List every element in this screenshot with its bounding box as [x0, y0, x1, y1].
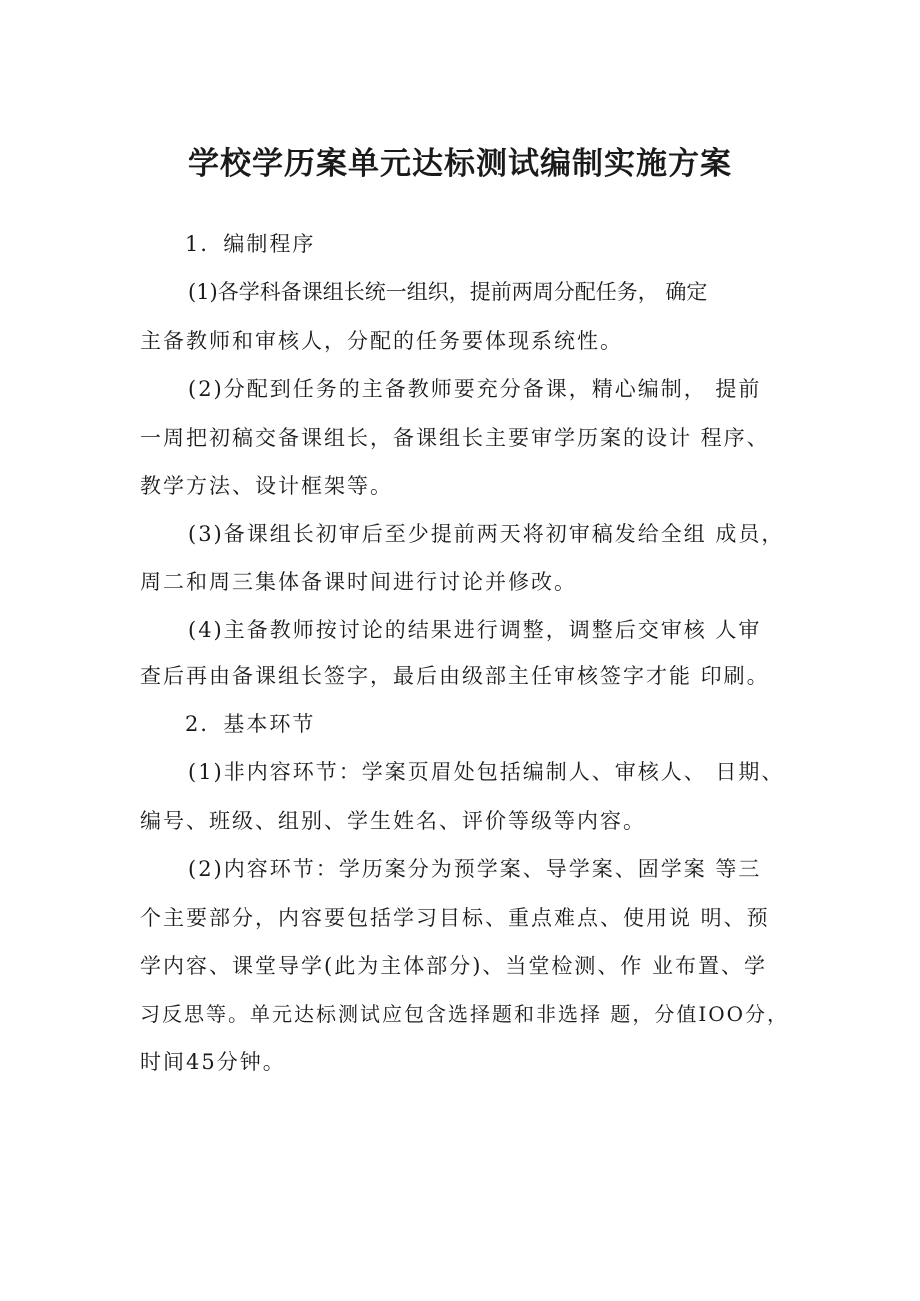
paragraph-line: 习反思等。单元达标测试应包含选择题和非选择 题，分值IOO分，	[140, 1002, 790, 1026]
document-title: 学校学历案单元达标测试编制实施方案	[188, 146, 732, 182]
paragraph-line: 主备教师和审核人，分配的任务要体现系统性。	[140, 329, 623, 353]
paragraph-line: (3)备课组长初审后至少提前两天将初审稿发给全组 成员，	[188, 522, 785, 546]
section-heading-2: 2．基本环节	[185, 712, 316, 736]
paragraph-line: 时间45分钟。	[140, 1050, 286, 1074]
section-heading-1: 1．编制程序	[185, 232, 316, 256]
paragraph-line: 一周把初稿交备课组长，备课组长主要审学历案的设计 程序、	[140, 426, 770, 450]
paragraph-line: (1)非内容环节：学案页眉处包括编制人、审核人、 日期、	[188, 760, 785, 784]
paragraph-line: (4)主备教师按讨论的结果进行调整，调整后交审核 人审	[188, 618, 762, 642]
paragraph-line: 周二和周三集体备课时间进行讨论并修改。	[140, 570, 577, 594]
paragraph-line: 查后再由备课组长签字，最后由级部主任审核签字才能 印刷。	[140, 664, 770, 688]
paragraph-line: 学内容、课堂导学(此为主体部分)、当堂检测、作 业布置、学	[140, 954, 768, 978]
paragraph-line: (2)内容环节：学历案分为预学案、导学案、固学案 等三	[188, 857, 762, 881]
paragraph-line	[188, 277, 800, 307]
paragraph-line: (2)分配到任务的主备教师要充分备课，精心编制， 提前	[188, 377, 762, 401]
paragraph-line: 个主要部分，内容要包括学习目标、重点难点、使用说 明、预	[140, 906, 770, 930]
text-segment: (1)各学科备课组长统一组织，提前两周分配任务， 确定	[188, 280, 708, 304]
paragraph-line: 编号、班级、组别、学生姓名、评价等级等内容。	[140, 809, 646, 833]
paragraph-line: 教学方法、设计框架等。	[140, 474, 393, 498]
